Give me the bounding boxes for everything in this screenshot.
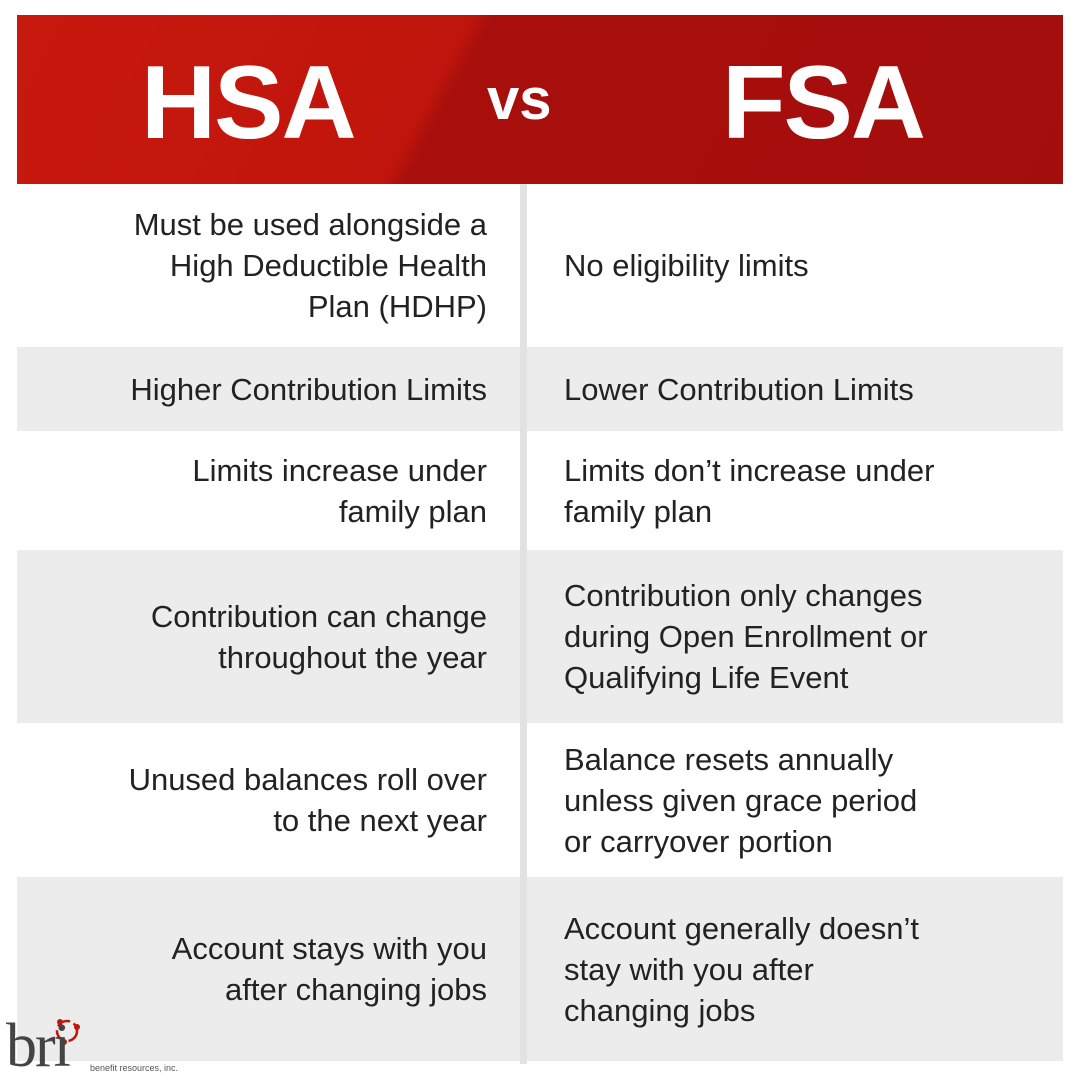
hsa-cell: Contribution can change throughout the year [150,598,487,675]
comparison-row [17,347,1063,431]
comparison-row [17,431,1063,550]
comparison-row [17,550,1063,723]
comparison-table [17,184,1063,1061]
hsa-cell: Higher Contribution Limits [130,371,487,407]
hsa-cell: Unused balances roll over to the next year [128,762,487,838]
fsa-cell: No eligibility limits [564,248,809,283]
logo-wordmark: bri [6,1012,69,1080]
hsa-cell: Must be used alongside a High Deductible Health Plan (HDHP) [133,207,487,324]
bri-logo [6,1012,206,1080]
hsa-title: HSA [141,45,355,161]
comparison-row [17,184,1063,347]
comparison-row [17,723,1063,877]
fsa-cell: Account generally doesn’t stay with you after changing jobs [564,910,920,1028]
logo-tagline: benefit resources, inc. [90,1063,179,1073]
header-banner [17,15,1063,184]
fsa-title: FSA [722,45,924,161]
fsa-cell: Limits don’t increase under family plan [564,452,935,529]
column-divider [520,184,527,1064]
hsa-cell: Limits increase under family plan [192,452,487,529]
hsa-cell: Account stays with you after changing jobs [171,931,487,1007]
fsa-cell: Balance resets annually unless given grace period or carryover portion [564,741,918,859]
fsa-cell: Contribution only changes during Open Enrollment or Qualifying Life Event [564,578,928,695]
fsa-cell: Lower Contribution Limits [564,371,914,407]
vs-label: vs [487,67,552,132]
